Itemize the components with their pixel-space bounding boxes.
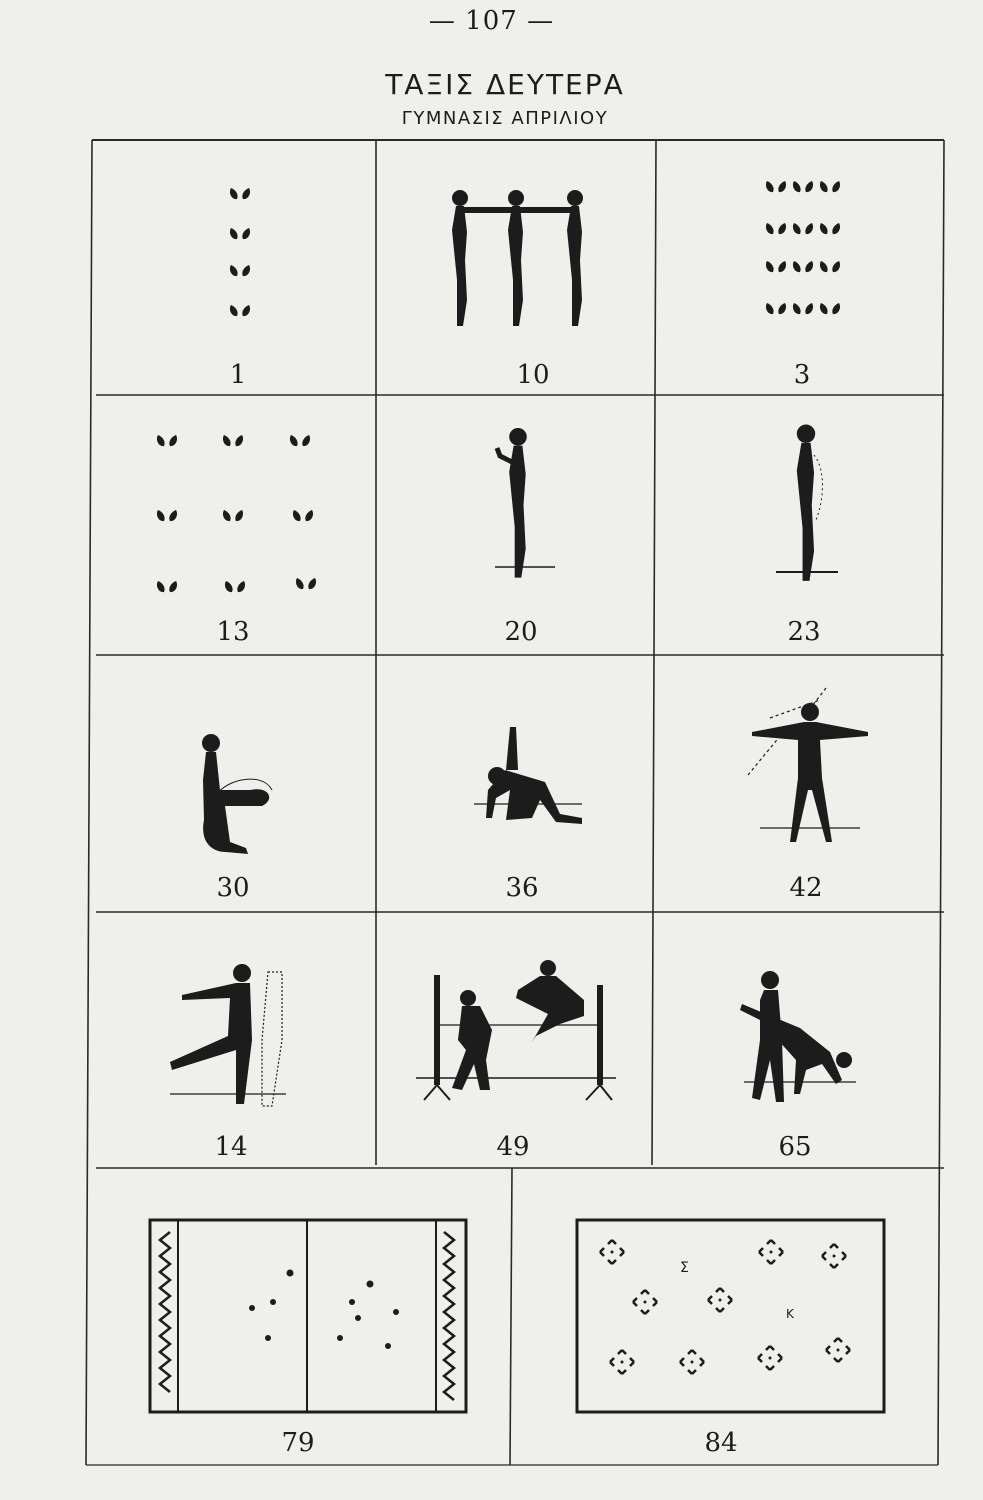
figure-10-three-standing xyxy=(452,190,583,326)
figure-36-kneeling-arm-raised xyxy=(474,727,582,824)
figure-label-3: 3 xyxy=(793,360,811,390)
figure-label-23: 23 xyxy=(787,617,821,647)
figure-label-79: 79 xyxy=(281,1428,315,1458)
figure-79-court-diagram xyxy=(150,1220,466,1412)
figure-3-feet-grid xyxy=(766,181,840,314)
page-title: ΤΑΞΙΣ ΔΕΥΤΕΡΑ xyxy=(385,68,625,101)
figure-label-65: 65 xyxy=(778,1132,812,1162)
page-subtitle: ΓΥΜΝΑΣΙΣ ΑΠΡΙΛΙΟΥ xyxy=(401,108,609,129)
figure-23-standing-side xyxy=(776,425,838,581)
figure-14-leg-raised xyxy=(170,964,286,1106)
figure-label-84: 84 xyxy=(704,1428,738,1458)
figure-label-30: 30 xyxy=(216,873,250,903)
figure-84-field-diagram xyxy=(577,1220,884,1412)
field-letter-sigma: Σ xyxy=(680,1260,689,1276)
figure-label-20: 20 xyxy=(504,617,538,647)
page-number: — 107 — xyxy=(428,6,555,36)
figure-label-42: 42 xyxy=(789,873,823,903)
figure-label-10: 10 xyxy=(516,360,550,390)
figure-label-1: 1 xyxy=(229,360,247,390)
figure-42-arms-outstretched xyxy=(748,688,868,842)
figure-label-13: 13 xyxy=(216,617,250,647)
figure-65-wheelbarrow xyxy=(740,971,856,1102)
figure-label-36: 36 xyxy=(505,873,539,903)
figure-49-high-jump xyxy=(416,960,616,1100)
figure-label-49: 49 xyxy=(496,1132,530,1162)
figure-30-crouching xyxy=(202,734,272,854)
figure-label-14: 14 xyxy=(214,1132,248,1162)
figure-13-feet-grid xyxy=(157,435,316,592)
field-letter-kappa: Κ xyxy=(786,1307,794,1321)
figure-20-standing-arm-bent xyxy=(495,428,555,578)
figure-1-feet-column xyxy=(230,188,250,316)
